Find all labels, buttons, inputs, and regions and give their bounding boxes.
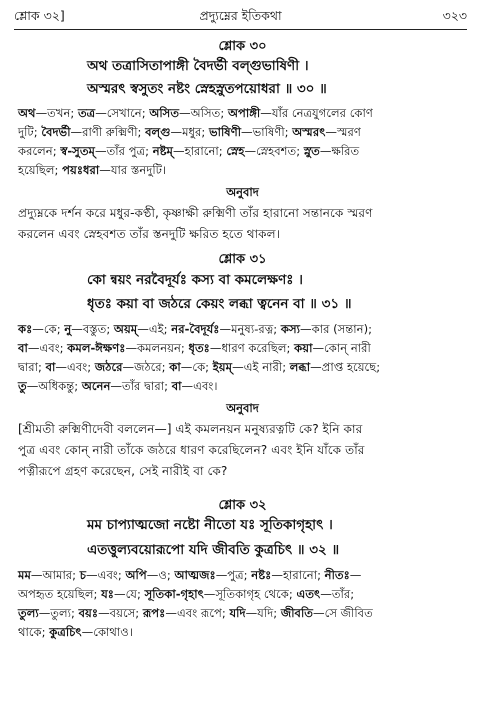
word-meaning: —এবং রূপে; <box>165 606 230 620</box>
word-meaning: —ও; <box>146 568 175 582</box>
word-meaning: —অধিকন্তু; <box>26 379 82 393</box>
word-meaning: —স্নেহবশত; <box>244 144 304 158</box>
word-meaning: —বয়সে; <box>98 606 143 620</box>
word-meaning: —সে জীবিত <box>313 606 373 620</box>
word-meaning-line <box>18 320 467 339</box>
word-meaning: —তাঁর দ্বারা; <box>110 379 172 393</box>
word-meaning: —পুত্র; <box>215 568 252 582</box>
verse-31-word-meanings <box>18 320 467 396</box>
word-meaning: —যে; <box>114 587 145 601</box>
word-meaning: —আমার; <box>30 568 80 582</box>
word-meaning-line <box>18 585 467 604</box>
sanskrit-word: কঃ <box>18 322 33 336</box>
verse-32-line-2: এতত্তুল্যবয়োরূপো যদি জীবতি কুত্রচিৎ ॥ ৩২ ॥ <box>87 542 340 558</box>
word-meaning: —কে; <box>180 360 213 374</box>
sanskrit-word: অনেন <box>81 379 111 393</box>
verse-32-title: শ্লোক ৩২ <box>218 498 267 513</box>
sanskrit-word: তুল্য <box>18 606 39 620</box>
sanskrit-word: স্নেহ <box>226 144 245 158</box>
verse-31-translation-title: অনুবাদ <box>226 401 259 415</box>
word-meaning: —জঠরে; <box>122 360 170 374</box>
sanskrit-word: অথ <box>18 106 36 120</box>
word-meaning: —কে; <box>32 322 65 336</box>
sanskrit-word: বল্গু <box>145 125 171 139</box>
word-meaning: —ভাষিণী; <box>241 125 293 139</box>
sanskrit-word: পয়ঃধরা <box>62 163 100 177</box>
word-meaning: —যদি; <box>245 606 281 620</box>
word-meaning: —এই; <box>137 322 172 336</box>
word-meaning-line <box>18 142 467 161</box>
verse-31-line-1: কো ন্বয়ং নরবৈদূর্যঃ কস্য বা কমলেক্ষণঃ । <box>87 272 303 288</box>
word-meaning: অপহৃত হয়েছিল; <box>18 587 102 601</box>
word-meaning: থাকে; <box>18 625 50 639</box>
word-meaning: —এবং; <box>55 360 95 374</box>
header-rule <box>14 29 467 30</box>
word-meaning: দুটি; <box>18 125 42 139</box>
word-meaning: —স্মরণ <box>325 125 361 139</box>
word-meaning-line <box>18 377 467 396</box>
word-meaning: —প্রাপ্ত হয়েছে; <box>310 360 381 374</box>
word-meaning: —সেখানে; <box>95 106 150 120</box>
sanskrit-word: আত্মজঃ <box>174 568 216 582</box>
sanskrit-word: নীতঃ <box>324 568 350 582</box>
translation-line: করলেন এবং স্নেহবশত তাঁর স্তনদুটি ক্ষরিত হতে থাকল। <box>18 227 281 241</box>
word-meaning: —কার (সন্তান); <box>300 322 373 336</box>
word-meaning-line <box>18 161 467 180</box>
translation-line: পত্নীরূপে গ্রহণ করেছেন, সেই নারীই বা কে? <box>18 464 228 478</box>
sanskrit-word: অয়ম্ <box>113 322 138 336</box>
word-meaning: দ্বারা; <box>18 360 46 374</box>
sanskrit-word: অপি <box>125 568 147 582</box>
word-meaning: —মধুর; <box>170 125 209 139</box>
sanskrit-word: চ <box>79 568 87 582</box>
sanskrit-word: বা <box>18 341 28 355</box>
sanskrit-word: নর-বৈদূর্যঃ <box>171 322 220 336</box>
sanskrit-word: নষ্টঃ <box>251 568 272 582</box>
word-meaning: —তাঁর পুত্র; <box>94 144 153 158</box>
sanskrit-word: যদি <box>229 606 246 620</box>
header-verse-ref: শ্লোক ৩২] <box>14 8 65 23</box>
sanskrit-word: স্ব-সুতম্ <box>60 144 95 158</box>
word-meaning-line <box>18 104 467 123</box>
sanskrit-word: এতৎ <box>296 587 321 601</box>
running-header <box>14 8 467 28</box>
word-meaning: —এবং। <box>181 379 218 393</box>
word-meaning: —কমলনয়ন; <box>125 341 189 355</box>
sanskrit-word: জঠরে <box>94 360 123 374</box>
verse-32-word-meanings <box>18 566 467 642</box>
sanskrit-word: কস্য <box>280 322 300 336</box>
word-meaning-line <box>18 604 467 623</box>
sanskrit-word: বৈদর্ভী <box>41 125 71 139</box>
sanskrit-word: স্নুত <box>303 144 320 158</box>
word-meaning: —মনুষ্য-রত্ন; <box>219 322 281 336</box>
word-meaning: —ধারণ করেছিল; <box>209 341 295 355</box>
word-meaning-line <box>18 623 467 642</box>
sanskrit-word: ইয়ম্ <box>212 360 233 374</box>
verse-30-line-1: অথ তত্রাসিতাপাঙ্গী বৈদর্ভী বল্গুভাষিণী । <box>87 58 309 74</box>
sanskrit-word: বা <box>171 379 182 393</box>
verse-32-line-1: মম চাপ্যাত্মজো নষ্টো নীতো যঃ সূতিকাগৃহাৎ । <box>87 517 333 533</box>
word-meaning-line <box>18 339 467 358</box>
word-meaning-line <box>18 123 467 142</box>
word-meaning: —যাঁর নেত্রযুগলের কোণ <box>260 106 373 120</box>
sanskrit-word: বয়ঃ <box>78 606 99 620</box>
word-meaning: করলেন; <box>18 144 61 158</box>
word-meaning: —হারানো; <box>173 144 227 158</box>
translation-line: পুত্র এবং কোন্ নারী তাঁকে জঠরে ধারণ করেছিলেন? এবং ইনি যাঁকে তাঁর <box>18 443 365 457</box>
word-meaning: —কোথাও। <box>81 625 133 639</box>
verse-30-word-meanings <box>18 104 467 180</box>
verse-30-title: শ্লোক ৩০ <box>218 39 267 54</box>
sanskrit-word: কয়া <box>294 341 313 355</box>
sanskrit-word: কুত্রচিৎ <box>49 625 82 639</box>
sanskrit-word: সূতিকা-গৃহাৎ <box>144 587 204 601</box>
word-meaning: —কোন্ নারী <box>312 341 371 355</box>
sanskrit-word: রূপঃ <box>142 606 166 620</box>
word-meaning: —বস্তুত; <box>71 322 114 336</box>
word-meaning: —সূতিকাগৃহ থেকে; <box>203 587 297 601</box>
verse-31-translation <box>18 419 467 482</box>
sanskrit-word: অসিত <box>149 106 180 120</box>
word-meaning: —তখন; <box>35 106 78 120</box>
verse-31-line-2: ধৃতঃ কয়া বা জঠরে কেয়ং লব্ধা ত্বনেন বা ॥ ৩১ ॥ <box>87 296 352 312</box>
word-meaning: — <box>349 568 362 582</box>
sanskrit-word: কা <box>169 360 181 374</box>
sanskrit-word: নু <box>64 322 72 336</box>
sanskrit-word: অস্মরৎ <box>292 125 326 139</box>
word-meaning: —অসিত; <box>179 106 228 120</box>
sanskrit-word: বা <box>45 360 56 374</box>
sanskrit-word: লব্ধা <box>289 360 311 374</box>
verse-30-line-2: অস্মরৎ স্বসুতং নষ্টং স্নেহস্নুতপয়োধরা ॥ ৩০ ॥ <box>87 81 327 97</box>
sanskrit-word: জীবতি <box>280 606 314 620</box>
sanskrit-word: ভাষিণী <box>208 125 242 139</box>
word-meaning: —এই নারী; <box>232 360 290 374</box>
word-meaning: —রাণী রুক্মিণী; <box>70 125 146 139</box>
sanskrit-word: তত্র <box>77 106 96 120</box>
page-number: ৩২৩ <box>442 8 467 23</box>
sanskrit-word: নষ্টম্ <box>152 144 173 158</box>
sanskrit-word: যঃ <box>101 587 114 601</box>
verse-31-title: শ্লোক ৩১ <box>218 252 267 267</box>
word-meaning-line <box>18 358 467 377</box>
sanskrit-word: মম <box>18 568 31 582</box>
word-meaning: —হারানো; <box>271 568 325 582</box>
word-meaning: —যার স্তনদুটি। <box>99 163 167 177</box>
word-meaning: —তাঁর; <box>320 587 355 601</box>
word-meaning-line <box>18 566 467 585</box>
word-meaning: হয়েছিল; <box>18 163 63 177</box>
word-meaning: —এবং; <box>86 568 126 582</box>
header-chapter-title: প্রদ্যুম্নের ইতিকথা <box>199 8 282 23</box>
word-meaning: —তুল্য; <box>38 606 79 620</box>
sanskrit-word: ধৃতঃ <box>188 341 210 355</box>
translation-line: প্রদ্যুম্নকে দর্শন করে মধুর-কণ্ঠী, কৃষ্ণাক্ষী রুক্মিণী তাঁর হারানো সন্তানকে স্মরণ <box>18 206 373 220</box>
word-meaning: —ক্ষরিত <box>319 144 360 158</box>
sanskrit-word: অপাঙ্গী <box>227 106 261 120</box>
sanskrit-word: তু <box>18 379 27 393</box>
word-meaning: —এবং; <box>27 341 68 355</box>
sanskrit-word: কমল-ঈক্ষণঃ <box>67 341 126 355</box>
translation-line: [শ্রীমতী রুক্মিণীদেবী বললেন—] এই কমলনয়ন মনুষ্যরত্নটি কে? ইনি কার <box>18 422 363 436</box>
verse-30-translation-title: অনুবাদ <box>226 185 259 199</box>
verse-30-translation <box>18 203 467 245</box>
